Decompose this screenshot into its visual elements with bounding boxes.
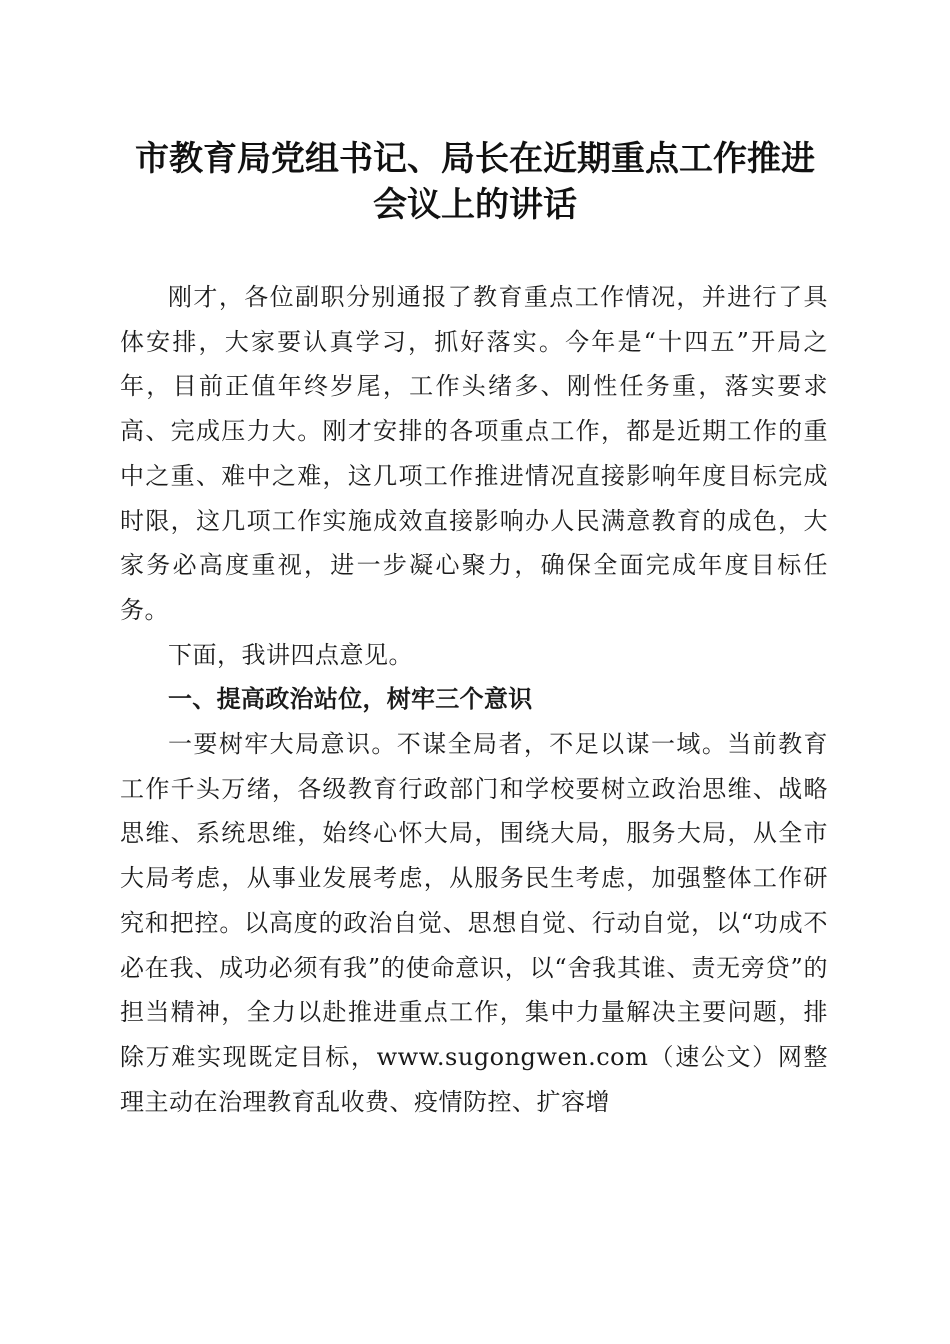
title-line-1: 市教育局党组书记、局长在近期重点工作推进 [135, 139, 815, 179]
intro-paragraph: 刚才，各位副职分别通报了教育重点工作情况，并进行了具体安排，大家要认真学习，抓好落实。今年是“十四五”开局之年，目前正值年终岁尾，工作头绪多、刚性任务重，落实要求高、完成压力大。刚才安排的各项重点工作，都是近期工作的重中之重、难中之难，这几项工作推进情况直接影响年度目标完成时限，这几项工作实施成效直接影响办人民满意教育的成色，大家务必高度重视，进一步凝心聚力，确保全面完成年度目标任务。 [120, 283, 828, 624]
document-title [100, 136, 850, 228]
document-body [120, 275, 828, 1124]
section-heading-1: 一、提高政治站位，树牢三个意识 [168, 685, 533, 714]
title-line-2: 会议上的讲话 [373, 185, 577, 225]
section-1-paragraph: 一要树牢大局意识。不谋全局者，不足以谋一域。当前教育工作千头万绪，各级教育行政部门和学校要树立政治思维、战略思维、系统思维，始终心怀大局，围绕大局，服务大局，从全市大局考虑，从事业发展考虑，从服务民生考虑，加强整体工作研究和把控。以高度的政治自觉、思想自觉、行动自觉，以“功成不必在我、成功必须有我”的使命意识，以“舍我其谁、责无旁贷”的担当精神，全力以赴推进重点工作，集中力量解决主要问题，排除万难实现既定目标，www.sugongwen.com（速公文）网整理主动在治理教育乱收费、疫情防控、扩容增 [120, 730, 828, 1116]
transition-paragraph: 下面，我讲四点意见。 [168, 640, 413, 669]
